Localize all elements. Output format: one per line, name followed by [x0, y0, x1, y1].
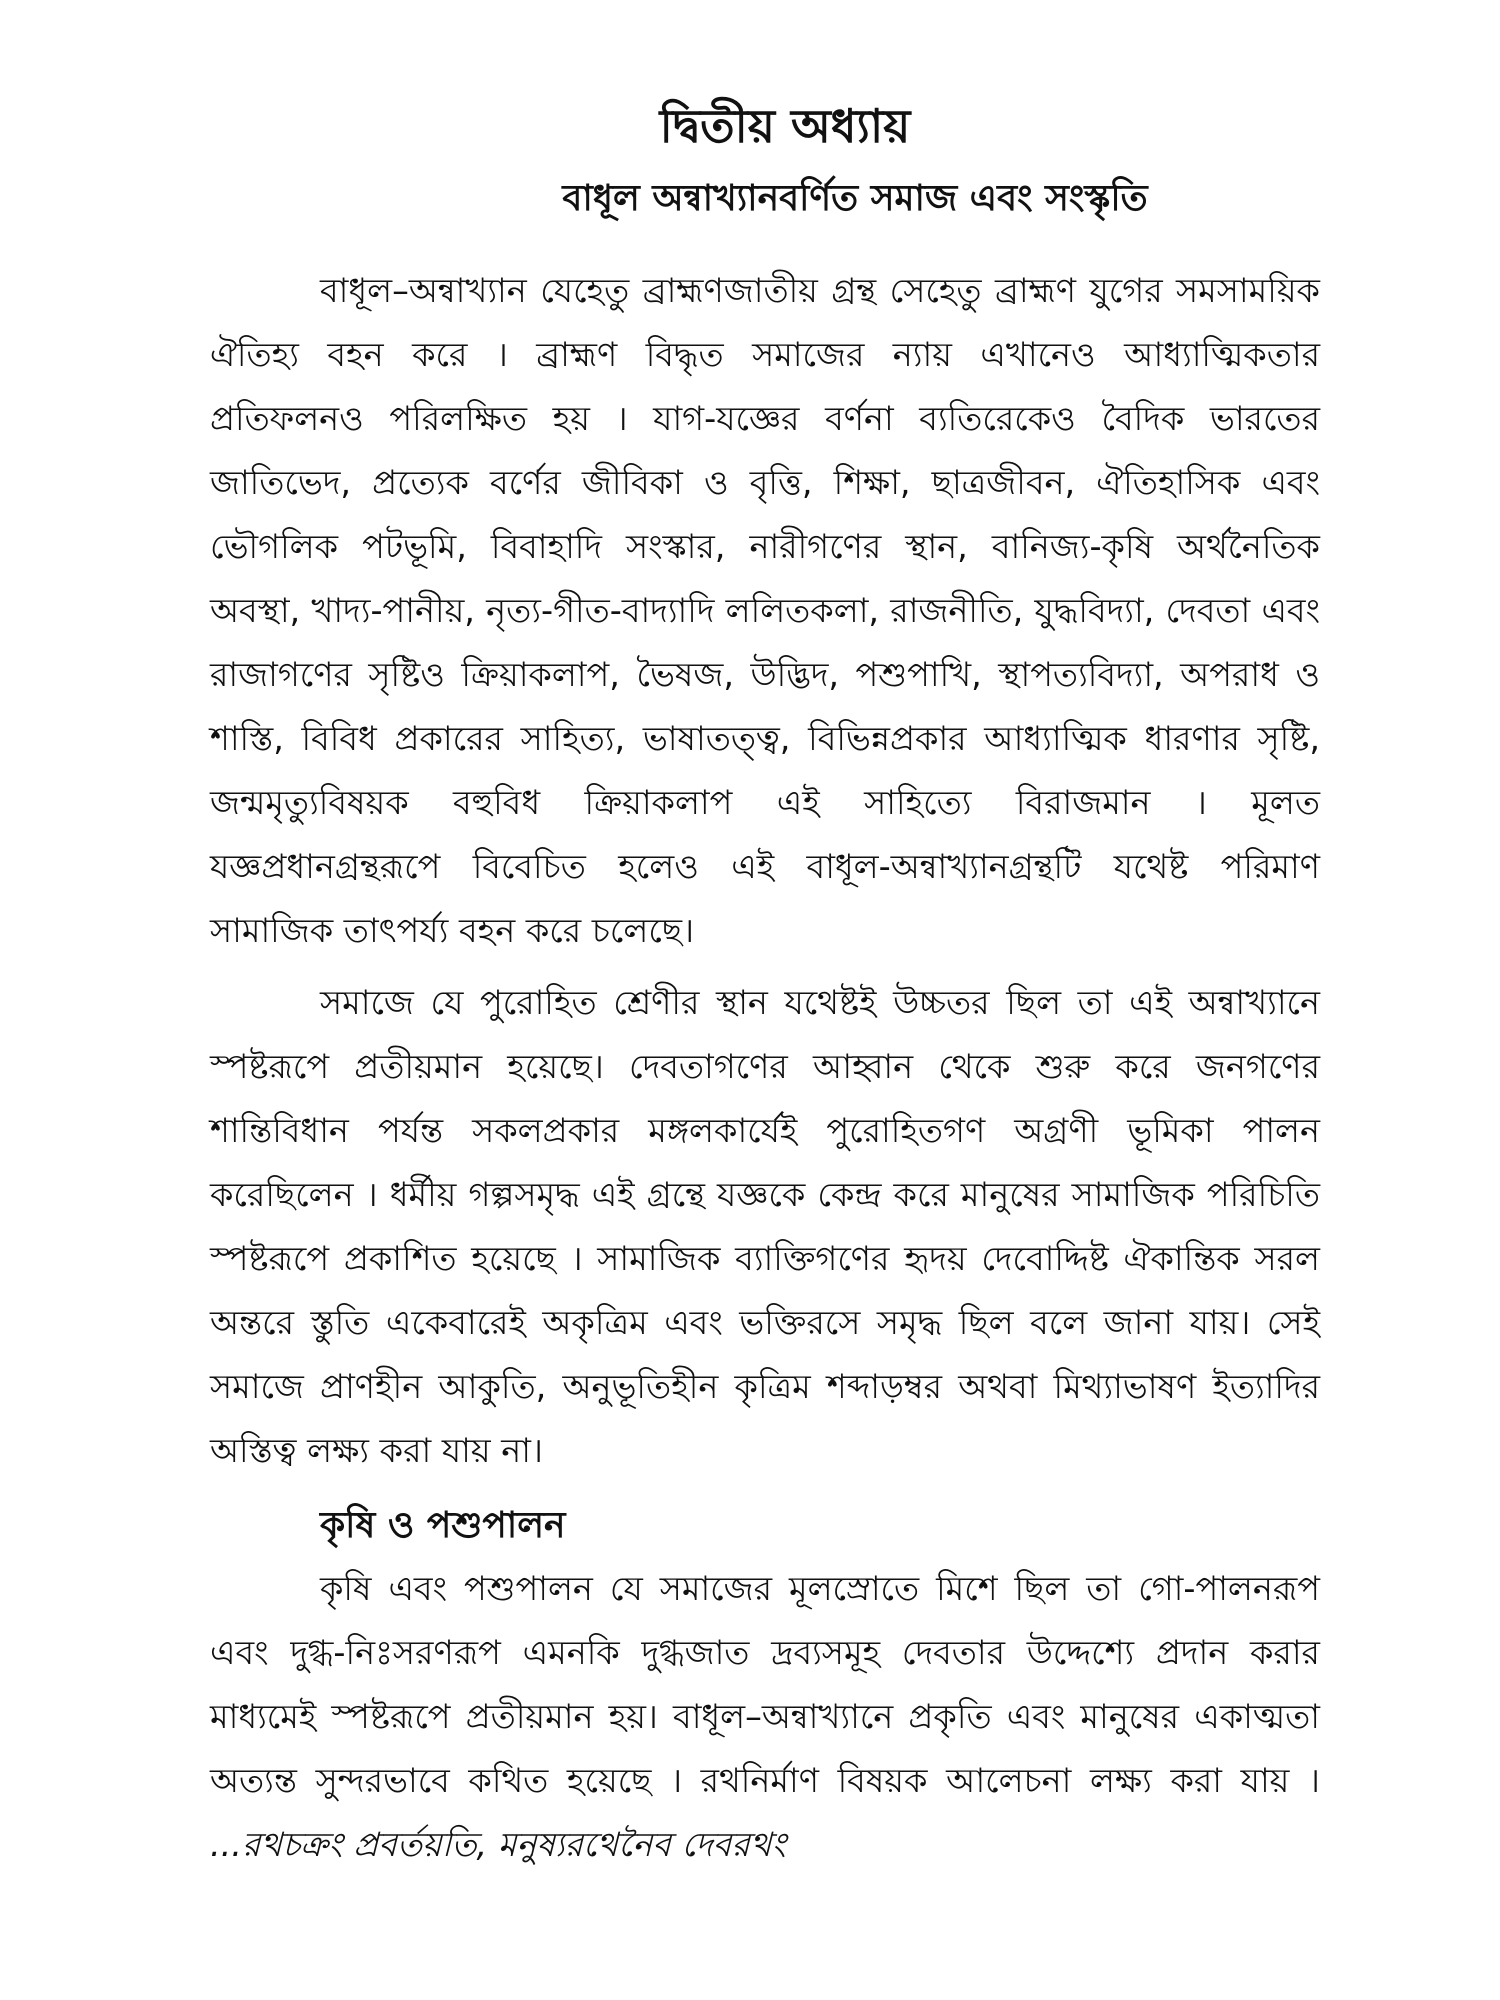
- body-paragraph-1: বাধূল–অন্বাখ্যান যেহেতু ব্রাহ্মণজাতীয় গ্রন্থ সেহেতু ব্রাহ্মণ যুগের সমসাময়িক ঐতিহ্য বহন করে । ব্রাহ্মণ বিদ্ধৃত সমাজের ন্যায় এখানেও আধ্যাত্মিকতার প্রতিফলনও পরিলক্ষিত হয় । যাগ-যজ্ঞের বর্ণনা ব্যতিরেকেও বৈদিক ভারতের জাতিভেদ, প্রত্যেক বর্ণের জীবিকা ও বৃত্তি, শিক্ষা, ছাত্রজীবন, ঐতিহাসিক এবং ভৌগলিক পটভূমি, বিবাহাদি সংস্কার, নারীগণের স্থান, বানিজ্য-কৃষি অর্থনৈতিক অবস্থা, খাদ্য-পানীয়, নৃত্য-গীত-বাদ্যাদি ললিতকলা, রাজনীতি, যুদ্ধবিদ্যা, দেবতা এবং রাজাগণের সৃষ্টিও ক্রিয়াকলাপ, ভৈষজ, উদ্ভিদ, পশুপাখি, স্থাপত্যবিদ্যা, অপরাধ ও শাস্তি, বিবিধ প্রকারের সাহিত্য, ভাষাতত্ত্ব, বিভিন্নপ্রকার আধ্যাত্মিক ধারণার সৃষ্টি, জন্মমৃত্যুবিষয়ক বহুবিধ ক্রিয়াকলাপ এই সাহিত্যে বিরাজমান । মূলত যজ্ঞপ্রধানগ্রন্থরূপে বিবেচিত হলেও এই বাধূল-অন্বাখ্যানগ্রন্থটি যথেষ্ট পরিমাণ সামাজিক তাৎপর্য্য বহন করে চলেছে।: [210, 271, 1320, 950]
- section-paragraph: [210, 1557, 1320, 1877]
- section-paragraph-text: কৃষি এবং পশুপালন যে সমাজের মূলস্রোতে মিশে ছিল তা গো-পালনরূপ এবং দুগ্ধ-নিঃসরণরূপ এমনকি দুগ্ধজাত দ্রব্যসমূহ দেবতার উদ্দেশ্যে প্রদান করার মাধ্যমেই স্পষ্টরূপে প্রতীয়মান হয়। বাধূল–অন্বাখ্যানে প্রকৃতি এবং মানুষের একাত্মতা অত্যন্ত সুন্দরভাবে কথিত হয়েছে । রথনির্মাণ বিষয়ক আলেচনা লক্ষ্য করা যায় ।: [210, 1569, 1320, 1800]
- chapter-subtitle: বাধূল অন্বাখ্যানবর্ণিত সমাজ এবং সংস্কৃতি: [562, 178, 1148, 219]
- chapter-title: দ্বিতীয় অধ্যায়: [659, 99, 911, 153]
- section-heading: কৃষি ও পশুপালন: [320, 1505, 566, 1546]
- sanskrit-quote: ...রথচক্রং প্রবর্তয়তি, মনুষ্যরথেনৈব দেবরথং: [210, 1825, 786, 1864]
- body-paragraph-2: সমাজে যে পুরোহিত শ্রেণীর স্থান যথেষ্টই উচ্চতর ছিল তা এই অন্বাখ্যানে স্পষ্টরূপে প্রতীয়মান হয়েছে। দেবতাগণের আহ্বান থেকে শুরু করে জনগণের শান্তিবিধান পর্যন্ত সকলপ্রকার মঙ্গলকার্যেই পুরোহিতগণ অগ্রণী ভূমিকা পালন করেছিলেন । ধর্মীয় গল্পসমৃদ্ধ এই গ্রন্থে যজ্ঞকে কেন্দ্র করে মানুষের সামাজিক পরিচিতি স্পষ্টরূপে প্রকাশিত হয়েছে । সামাজিক ব্যাক্তিগণের হৃদয় দেবোদ্দিষ্ট ঐকান্তিক সরল অন্তরে স্তুতি একেবারেই অকৃত্রিম এবং ভক্তিরসে সমৃদ্ধ ছিল বলে জানা যায়। সেই সমাজে প্রাণহীন আকুতি, অনুভূতিহীন কৃত্রিম শব্দাড়ম্বর অথবা মিথ্যাভাষণ ইত্যাদির অস্তিত্ব লক্ষ্য করা যায় না।: [210, 983, 1320, 1470]
- book-page: [210, 95, 1320, 1877]
